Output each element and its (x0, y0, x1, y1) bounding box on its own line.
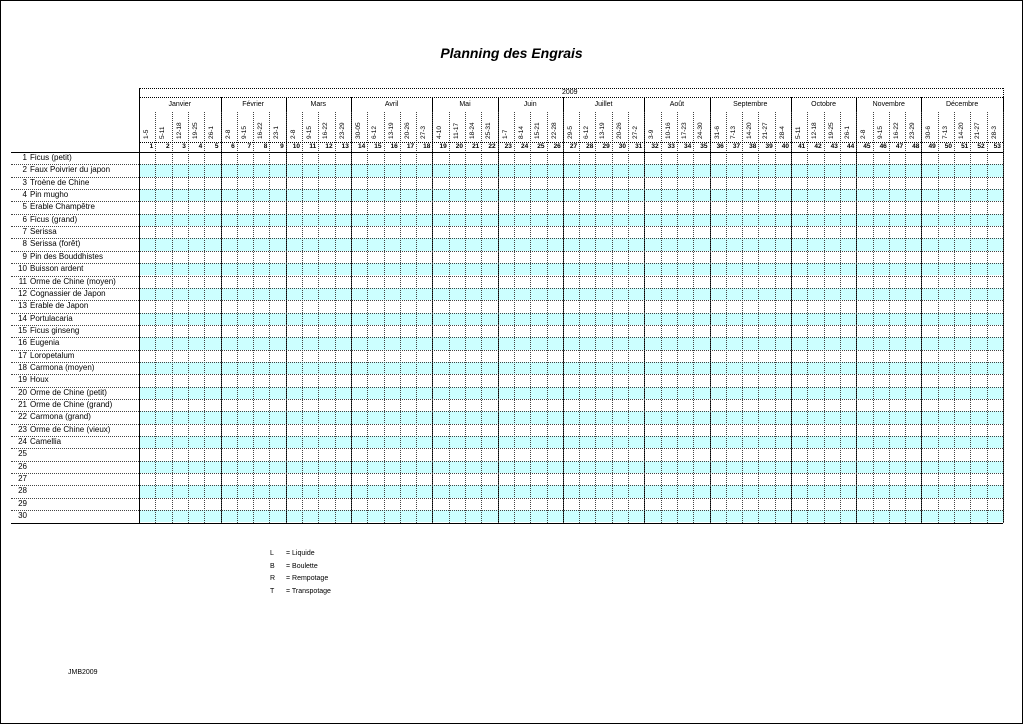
week-range: 12-18 (811, 122, 819, 139)
week-range: 9-15 (876, 125, 884, 139)
row-number: 11 (18, 276, 27, 286)
week-number: 18 (423, 143, 431, 150)
week-number: 17 (406, 143, 415, 150)
row-line (11, 263, 1003, 264)
month-label: Octobre (811, 101, 837, 108)
row-name: Erable Champêtre (30, 202, 95, 212)
week-range: 6-12 (371, 125, 379, 139)
week-number: 53 (993, 143, 1001, 150)
week-range: 15-21 (534, 122, 542, 139)
row-number: 23 (18, 424, 27, 434)
row-name: Serissa (30, 227, 57, 237)
week-range: 2-8 (289, 129, 297, 139)
row-name: Carmona (moyen) (30, 362, 95, 372)
row-line (11, 313, 1003, 314)
week-range: 23-1 (273, 125, 281, 139)
week-number: 20 (455, 143, 463, 150)
row-line (11, 424, 1003, 425)
week-number: 7 (247, 143, 252, 150)
week-range: 18-24 (469, 122, 476, 139)
row-number: 4 (22, 190, 27, 200)
row-label (11, 252, 103, 261)
month-label: Février (242, 101, 264, 108)
month-label: Août (669, 101, 685, 108)
week-range: 22-28 (550, 122, 558, 139)
row-label (11, 301, 88, 310)
row-name: Orme de Chine (moyen) (30, 276, 116, 286)
row-label (11, 264, 83, 273)
row-line (11, 325, 1003, 326)
row-number: 28 (18, 486, 27, 496)
row-label (11, 190, 68, 199)
row-line (11, 387, 1003, 388)
week-number: 41 (798, 143, 806, 150)
week-range: 23-29 (338, 122, 346, 139)
row-name: Serissa (forêt) (30, 239, 81, 249)
week-range: 13-19 (387, 122, 395, 139)
row-number: 2 (22, 165, 27, 175)
legend-key: R (270, 575, 276, 582)
week-range: 31-6 (713, 125, 721, 139)
row-label (11, 227, 57, 236)
row-label (11, 239, 80, 248)
row-name: Ficus ginseng (30, 325, 80, 335)
week-number: 46 (879, 143, 887, 150)
row-label (11, 289, 106, 298)
week-range: 12-18 (175, 122, 183, 139)
month-label: Janvier (168, 101, 192, 108)
legend-label: = Boulette (286, 562, 318, 570)
week-range: 26-1 (208, 125, 216, 139)
week-number: 15 (374, 143, 382, 150)
week-range: 9-15 (306, 125, 313, 139)
week-range: 5-11 (795, 126, 802, 139)
week-range: 2-8 (224, 129, 232, 139)
week-range: 20-26 (615, 122, 623, 139)
month-label: Mars (310, 101, 327, 108)
week-number: 14 (357, 143, 366, 150)
row-number: 12 (18, 288, 27, 298)
week-range: 11-17 (452, 122, 460, 139)
row-line (11, 411, 1003, 412)
week-number: 12 (325, 143, 333, 150)
week-range: 7-13 (729, 125, 737, 139)
week-number: 6 (231, 143, 235, 150)
week-range: 19-25 (191, 122, 199, 139)
page-title: Planning des Engrais (440, 45, 583, 61)
header-top-line (139, 88, 1003, 89)
row-name: Orme de Chine (vieux) (30, 424, 111, 434)
row-label (11, 375, 49, 384)
week-range: 27-2 (632, 125, 639, 139)
legend-key: B (270, 562, 275, 570)
week-range: 24-30 (697, 122, 705, 139)
row-number: 15 (18, 325, 27, 335)
row-number: 10 (18, 264, 27, 274)
legend-label: = Liquide (286, 550, 315, 557)
row-number: 21 (18, 400, 27, 409)
week-number: 2 (165, 143, 170, 150)
grid-left-line (139, 88, 140, 523)
week-range: 5-11 (159, 126, 167, 139)
week-range: 6-12 (583, 125, 591, 139)
month-label: Novembre (872, 101, 905, 108)
row-name: Pin mugho (30, 190, 69, 200)
row-label (11, 449, 30, 458)
row-label (11, 462, 30, 471)
week-number: 42 (814, 143, 822, 150)
week-number: 36 (716, 143, 724, 150)
week-number: 23 (504, 143, 512, 150)
year-label: 2009 (561, 89, 578, 96)
week-range: 16-22 (892, 122, 900, 139)
legend-item (270, 588, 331, 601)
week-number: 45 (863, 143, 871, 150)
row-line (11, 201, 1003, 202)
week-number: 8 (263, 143, 268, 150)
row-line (11, 510, 1003, 511)
week-range: 21-27 (974, 122, 982, 139)
row-number: 29 (18, 498, 27, 508)
month-label: Mai (459, 101, 471, 108)
month-line (139, 97, 1003, 98)
week-range: 23-29 (909, 122, 917, 139)
week-number: 32 (651, 143, 659, 150)
row-label (11, 511, 30, 520)
week-number: 51 (961, 143, 969, 150)
month-label: Avril (384, 101, 399, 108)
week-number: 31 (635, 143, 643, 150)
week-number: 5 (214, 143, 219, 150)
week-number: 37 (732, 143, 741, 150)
week-range: 25-31 (485, 122, 493, 139)
row-name: Cognassier de Japon (30, 288, 106, 298)
row-number: 6 (22, 214, 27, 224)
row-line (11, 300, 1003, 301)
row-number: 20 (18, 387, 27, 397)
week-number: 1 (149, 143, 154, 150)
month-label: Juillet (594, 101, 613, 108)
week-range: 7-13 (941, 125, 949, 139)
row-label (11, 165, 110, 174)
row-name: Ficus (grand) (30, 214, 78, 224)
row-line (11, 177, 1003, 178)
week-number: 4 (198, 143, 203, 150)
week-range: 29-5 (566, 125, 574, 139)
row-line (11, 152, 1003, 153)
row-name: Pin des Bouddhistes (30, 251, 103, 261)
week-range: 1-5 (143, 129, 150, 139)
week-number: 27 (569, 143, 578, 150)
week-number: 50 (944, 143, 952, 150)
legend-key: T (270, 587, 275, 595)
row-name: Orme de Chine (grand) (30, 400, 113, 409)
week-range: 9-15 (240, 125, 248, 139)
legend-key: L (270, 550, 274, 557)
row-line (11, 350, 1003, 351)
week-num-line (139, 142, 1003, 143)
month-label: Juin (523, 101, 537, 108)
week-number: 33 (667, 143, 675, 150)
row-label (11, 437, 61, 446)
row-line (11, 214, 1003, 215)
row-name: Ficus (petit) (30, 153, 72, 162)
legend-item (270, 550, 331, 563)
week-number: 28 (586, 143, 594, 150)
row-line (11, 189, 1003, 190)
week-range: 13-19 (599, 122, 607, 139)
row-name: Carmona (grand) (30, 412, 91, 422)
row-label (11, 314, 73, 323)
row-name: Orme de Chine (petit) (30, 387, 107, 397)
week-range: 4-10 (436, 125, 444, 139)
week-number: 11 (309, 143, 317, 150)
week-number: 19 (439, 143, 447, 150)
week-range: 28-3 (990, 125, 998, 139)
week-number: 48 (912, 143, 920, 150)
row-name: Loropetalum (30, 350, 75, 360)
row-line (11, 399, 1003, 400)
legend-label: = Transpotage (286, 587, 331, 595)
week-range: 30-6 (925, 125, 933, 139)
legend-item (270, 563, 331, 576)
row-label (11, 400, 112, 409)
month-label: Décembre (945, 101, 979, 108)
row-line (11, 374, 1003, 375)
row-line (11, 448, 1003, 449)
week-number: 34 (683, 143, 692, 150)
row-label (11, 363, 94, 372)
week-number: 24 (520, 143, 529, 150)
row-name: Buisson ardent (30, 264, 84, 274)
week-range: 1-7 (501, 129, 509, 139)
row-number: 16 (18, 338, 27, 348)
row-name: Houx (30, 375, 49, 385)
week-range: 2-8 (860, 129, 868, 139)
week-number: 3 (182, 143, 186, 150)
week-number: 40 (781, 143, 789, 150)
row-number: 19 (18, 375, 27, 385)
week-number: 29 (602, 143, 610, 150)
row-line (11, 523, 1003, 524)
row-name: Erable de Japon (30, 301, 89, 311)
week-range: 30-05 (354, 122, 362, 139)
row-number: 30 (18, 511, 27, 521)
row-line (11, 238, 1003, 239)
week-number: 13 (341, 143, 349, 150)
row-line (11, 498, 1003, 499)
row-name: Camellia (30, 437, 62, 447)
week-divider (1003, 112, 1004, 523)
month-label: Septembre (733, 101, 768, 108)
week-number: 25 (537, 143, 545, 150)
row-label (11, 338, 59, 347)
row-line (11, 337, 1003, 338)
row-label (11, 326, 79, 335)
week-range: 3-9 (648, 129, 656, 139)
legend (270, 550, 331, 600)
row-label (11, 202, 95, 211)
week-number: 49 (928, 143, 936, 150)
row-line (11, 288, 1003, 289)
row-number: 1 (22, 153, 27, 162)
row-name: Faux Poivrier du japon (30, 165, 111, 175)
week-range: 21-27 (762, 122, 770, 139)
row-number: 22 (18, 412, 27, 422)
row-line (11, 251, 1003, 252)
week-number: 16 (390, 143, 398, 150)
week-range: 10-16 (664, 122, 672, 139)
row-number: 5 (22, 202, 27, 212)
row-number: 7 (22, 227, 27, 237)
row-number: 26 (18, 461, 27, 471)
row-number: 24 (18, 437, 27, 447)
row-number: 14 (18, 313, 27, 323)
week-number: 26 (553, 143, 561, 150)
week-number: 39 (765, 143, 773, 150)
row-line (11, 436, 1003, 437)
row-name: Troène de Chine (30, 177, 90, 187)
row-name: Eugenia (30, 338, 60, 348)
week-number: 30 (618, 143, 626, 150)
week-number: 43 (830, 143, 838, 150)
row-number: 13 (18, 301, 27, 311)
row-line (11, 461, 1003, 462)
row-label (11, 388, 107, 397)
week-range: 8-14 (517, 125, 525, 139)
row-number: 3 (22, 177, 27, 187)
row-label (11, 412, 91, 421)
row-number: 27 (18, 474, 27, 484)
row-label (11, 499, 30, 508)
row-number: 25 (18, 449, 27, 459)
week-number: 22 (488, 143, 496, 150)
row-line (11, 164, 1003, 165)
row-name: Portulacaria (30, 313, 73, 323)
row-label (11, 277, 116, 286)
row-label (11, 215, 77, 224)
week-range: 14-20 (746, 122, 754, 139)
week-number: 38 (749, 143, 757, 150)
week-number: 21 (472, 143, 480, 150)
row-number: 8 (22, 239, 27, 249)
row-number: 17 (18, 350, 27, 360)
row-line (11, 276, 1003, 277)
legend-label: = Rempotage (286, 575, 329, 582)
row-number: 18 (18, 362, 27, 372)
week-range: 26-1 (843, 125, 851, 139)
week-range: 17-23 (680, 122, 688, 139)
week-number: 44 (846, 143, 855, 150)
signature: JMB2009 (68, 669, 98, 676)
week-range: 19-25 (827, 122, 835, 139)
row-label (11, 178, 89, 187)
week-number: 47 (895, 143, 904, 150)
row-line (11, 485, 1003, 486)
week-range: 28-4 (778, 125, 786, 139)
row-line (11, 226, 1003, 227)
row-line (11, 473, 1003, 474)
row-label (11, 474, 30, 483)
week-number: 9 (280, 143, 284, 150)
row-number: 9 (22, 251, 27, 261)
row-label (11, 486, 30, 495)
row-line (11, 362, 1003, 363)
week-number: 35 (700, 143, 708, 150)
row-label (11, 153, 72, 162)
row-label (11, 351, 74, 360)
week-range: 20-26 (403, 122, 411, 139)
legend-item (270, 575, 331, 588)
week-range: 27-3 (420, 125, 428, 139)
week-number: 10 (292, 143, 300, 150)
week-range: 16-22 (322, 122, 330, 139)
week-number: 52 (977, 143, 985, 150)
week-range: 16-22 (257, 122, 265, 139)
row-label (11, 425, 110, 434)
week-range: 14-20 (958, 122, 965, 139)
